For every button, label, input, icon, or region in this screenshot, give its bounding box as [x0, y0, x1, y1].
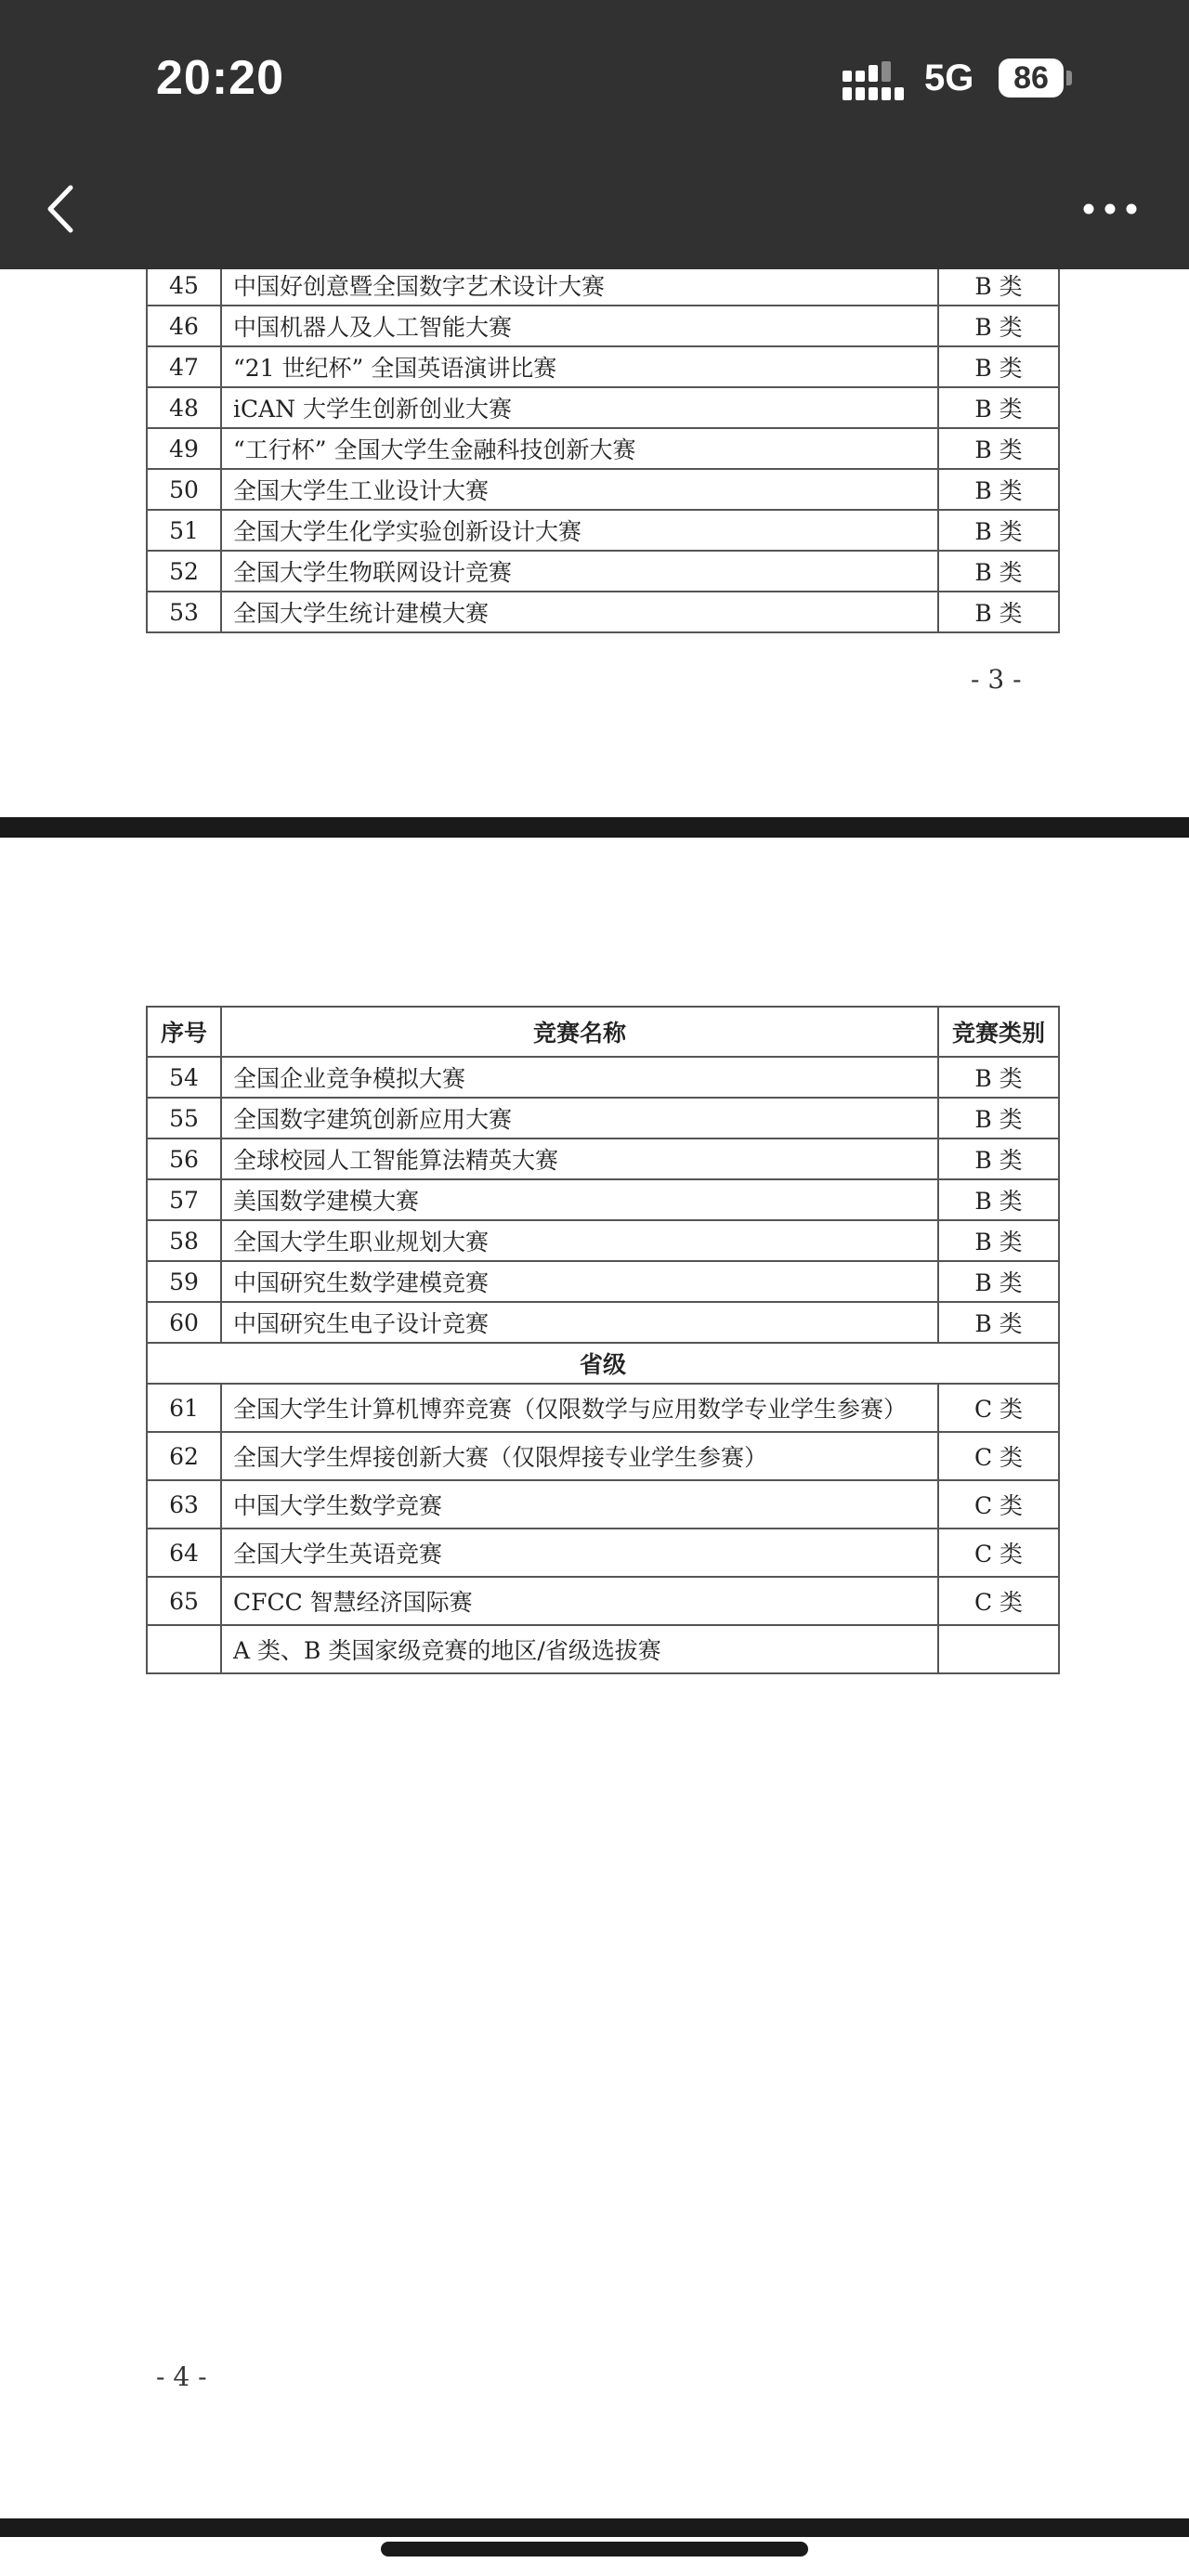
competition-category: B 类: [938, 469, 1059, 510]
table-row: [147, 1432, 1059, 1480]
competition-category: B 类: [938, 1179, 1059, 1220]
table-row: [147, 592, 1059, 632]
table-row: [147, 1098, 1059, 1138]
competition-category: B 类: [938, 1138, 1059, 1179]
competition-category: B 类: [938, 346, 1059, 387]
competition-category: [938, 1625, 1059, 1673]
competition-category: B 类: [938, 510, 1059, 551]
table-header-row: [147, 1007, 1059, 1057]
row-number: 46: [147, 306, 221, 346]
competition-name: 全国大学生物联网设计竞赛: [221, 551, 938, 592]
competition-name: “21 世纪杯” 全国英语演讲比赛: [221, 346, 938, 387]
competition-name: 中国机器人及人工智能大赛: [221, 306, 938, 346]
competition-name: 中国研究生数学建模竞赛: [221, 1261, 938, 1302]
table-row: [147, 1261, 1059, 1302]
row-number: 62: [147, 1432, 221, 1480]
competition-category: B 类: [938, 428, 1059, 469]
row-number: 60: [147, 1302, 221, 1343]
status-time: 20:20: [156, 51, 284, 105]
competition-category: B 类: [938, 265, 1059, 306]
competition-category: C 类: [938, 1384, 1059, 1432]
competition-category: B 类: [938, 306, 1059, 346]
competition-name: 美国数学建模大赛: [221, 1179, 938, 1220]
row-number: 54: [147, 1057, 221, 1098]
table-row: [147, 306, 1059, 346]
more-horizontal-icon[interactable]: [1078, 186, 1143, 232]
competition-name: A 类、B 类国家级竞赛的地区/省级选拔赛: [221, 1625, 938, 1673]
competition-name: 全国大学生工业设计大赛: [221, 469, 938, 510]
competition-name: 全国大学生焊接创新大赛（仅限焊接专业学生参赛）: [221, 1432, 938, 1480]
table-row: [147, 1138, 1059, 1179]
row-number: 59: [147, 1261, 221, 1302]
table-row: [147, 1577, 1059, 1625]
competition-category: B 类: [938, 1220, 1059, 1261]
table-row: [147, 1625, 1059, 1673]
competition-category: C 类: [938, 1529, 1059, 1577]
home-indicator[interactable]: [381, 2542, 808, 2556]
row-number: 53: [147, 592, 221, 632]
table-row: [147, 469, 1059, 510]
competition-name: 中国研究生电子设计竞赛: [221, 1302, 938, 1343]
competition-category: B 类: [938, 1261, 1059, 1302]
competition-name: 全国企业竞争模拟大赛: [221, 1057, 938, 1098]
competition-category: C 类: [938, 1480, 1059, 1529]
row-number: 57: [147, 1179, 221, 1220]
chevron-left-icon[interactable]: [37, 176, 84, 241]
competition-name: CFCC 智慧经济国际赛: [221, 1577, 938, 1625]
table-row: [147, 428, 1059, 469]
competition-category: B 类: [938, 387, 1059, 428]
page-number: - 4 -: [156, 2361, 207, 2392]
top-bar: [0, 0, 1189, 269]
table-row: [147, 1220, 1059, 1261]
competition-table-page-3: [146, 223, 1060, 633]
competition-name: 全国大学生化学实验创新设计大赛: [221, 510, 938, 551]
section-row: [147, 1343, 1059, 1384]
table-row: [147, 1480, 1059, 1529]
competition-name: 全国数字建筑创新应用大赛: [221, 1098, 938, 1138]
row-number: 64: [147, 1529, 221, 1577]
row-number: 45: [147, 265, 221, 306]
column-header-number: 序号: [147, 1007, 221, 1057]
network-type: 5G: [924, 58, 974, 98]
table-row: [147, 1302, 1059, 1343]
row-number: 63: [147, 1480, 221, 1529]
table-row: [147, 551, 1059, 592]
competition-name: 全国大学生统计建模大赛: [221, 592, 938, 632]
table-row: [147, 510, 1059, 551]
battery-icon: 86: [999, 59, 1064, 98]
section-label-provincial: 省级: [147, 1343, 1059, 1384]
table-row: [147, 265, 1059, 306]
competition-name: 中国好创意暨全国数字艺术设计大赛: [221, 265, 938, 306]
column-header-name: 竞赛名称: [221, 1007, 938, 1057]
competition-name: 全国大学生职业规划大赛: [221, 1220, 938, 1261]
competition-category: B 类: [938, 592, 1059, 632]
competition-name: 中国大学生数学竞赛: [221, 1480, 938, 1529]
competition-table-page-4: [146, 1006, 1060, 1674]
competition-category: B 类: [938, 1098, 1059, 1138]
competition-category: B 类: [938, 551, 1059, 592]
competition-category: C 类: [938, 1432, 1059, 1480]
row-number: 50: [147, 469, 221, 510]
competition-name: 全国大学生计算机博弈竞赛（仅限数学与应用数学专业学生参赛）: [221, 1384, 938, 1432]
cellular-signal-icon: [843, 61, 906, 102]
table-row: [147, 1529, 1059, 1577]
page-divider: [0, 2518, 1189, 2537]
table-row: [147, 346, 1059, 387]
battery-tip: [1066, 71, 1072, 85]
page-divider: [0, 817, 1189, 838]
competition-category: C 类: [938, 1577, 1059, 1625]
competition-name: 全球校园人工智能算法精英大赛: [221, 1138, 938, 1179]
table-row: [147, 1384, 1059, 1432]
table-row: [147, 1179, 1059, 1220]
competition-name: iCAN 大学生创新创业大赛: [221, 387, 938, 428]
row-number: 48: [147, 387, 221, 428]
page-number: - 3 -: [971, 664, 1022, 695]
row-number: 49: [147, 428, 221, 469]
competition-category: B 类: [938, 1057, 1059, 1098]
row-number: 61: [147, 1384, 221, 1432]
row-number: 56: [147, 1138, 221, 1179]
table-row: [147, 387, 1059, 428]
column-header-category: 竞赛类别: [938, 1007, 1059, 1057]
row-number: 51: [147, 510, 221, 551]
row-number: 65: [147, 1577, 221, 1625]
row-number: 58: [147, 1220, 221, 1261]
competition-name: 全国大学生英语竞赛: [221, 1529, 938, 1577]
row-number: 55: [147, 1098, 221, 1138]
competition-name: “工行杯” 全国大学生金融科技创新大赛: [221, 428, 938, 469]
row-number: 52: [147, 551, 221, 592]
competition-category: B 类: [938, 1302, 1059, 1343]
table-row: [147, 1057, 1059, 1098]
row-number: [147, 1625, 221, 1673]
row-number: 47: [147, 346, 221, 387]
